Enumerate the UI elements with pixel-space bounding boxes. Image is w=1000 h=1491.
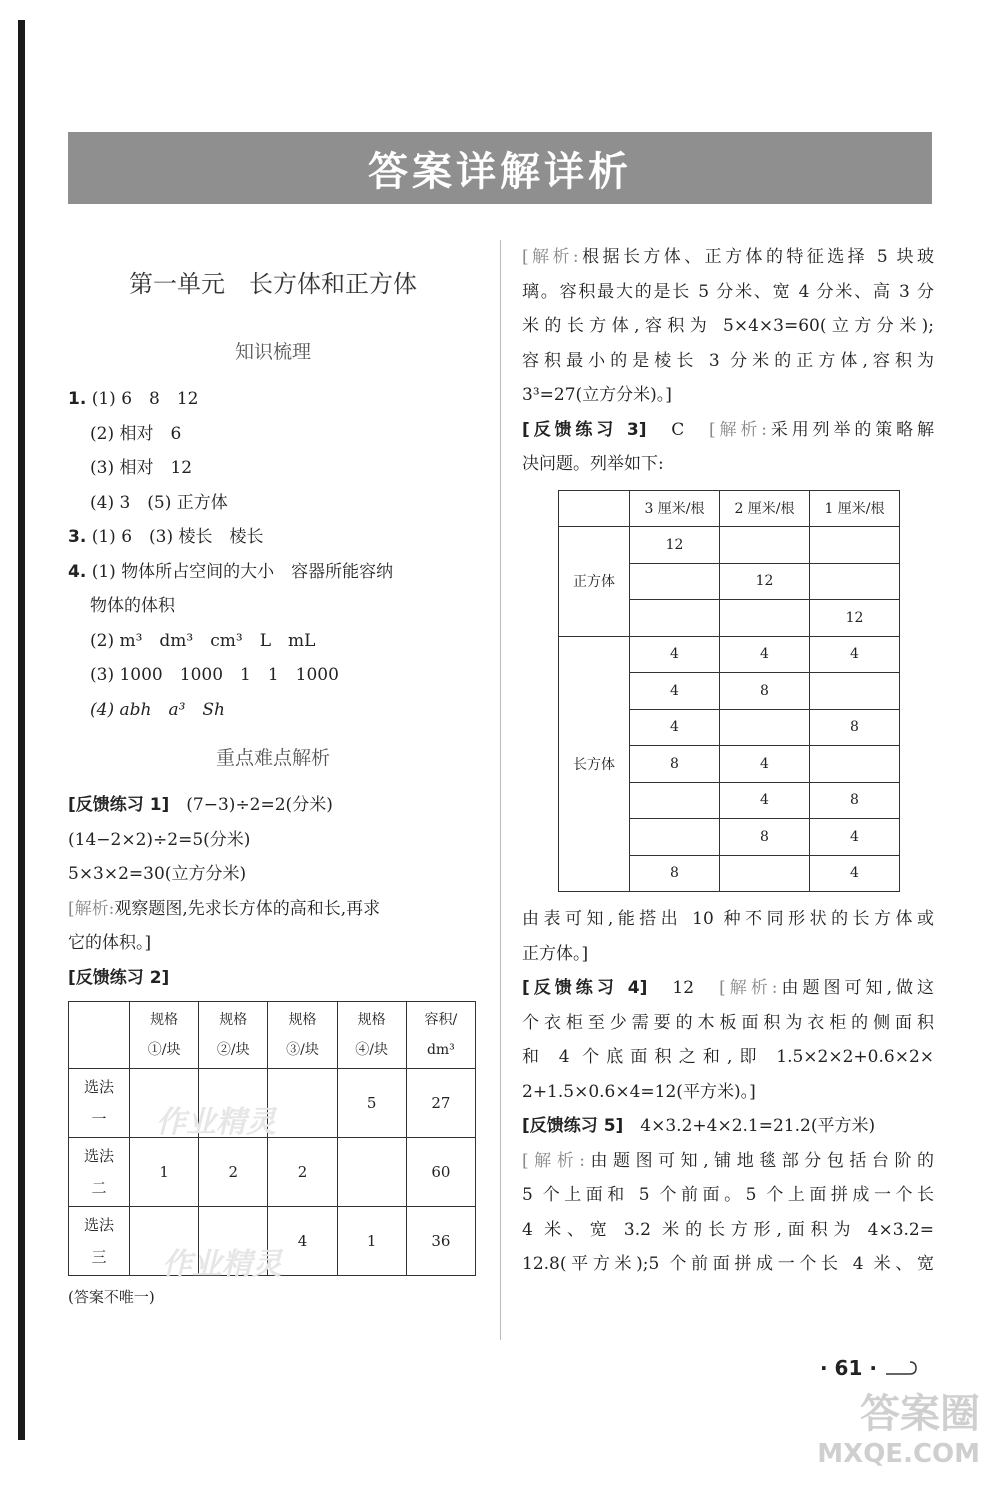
fb5-answer: 4×3.2+4×2.1=21.2(平方米)	[640, 1116, 876, 1136]
table-cell: 8	[720, 673, 810, 710]
fb1-eq-1: (7−3)÷2=2(分米)	[186, 795, 333, 815]
fb4-analysis-line: 和 4 个底面积之和,即 1.5×2×2+0.6×2×	[522, 1047, 934, 1067]
table-cell	[720, 709, 810, 746]
table-cell	[720, 600, 810, 637]
row-label-cell	[69, 1138, 130, 1207]
fb3-line-2: 决问题。列举如下:	[522, 454, 664, 474]
item-text: (1) 物体所占空间的大小 容器所能容纳	[91, 561, 394, 582]
analysis-line: 3³=27(立方分米)。]	[522, 385, 672, 405]
knowledge-line	[68, 382, 478, 417]
item-text: (1) 6 (3) 棱长 棱长	[91, 527, 264, 547]
table-cell: 4	[630, 673, 720, 710]
table-cell	[810, 563, 900, 600]
analysis-label: [解析:	[522, 247, 579, 267]
table-cell	[810, 673, 900, 710]
table-cell	[630, 563, 720, 600]
knowledge-line	[68, 658, 478, 693]
fb5-analysis-line: 5 个上面和 5 个前面。5 个上面拼成一个长	[522, 1185, 934, 1205]
header-top: 规格	[219, 1012, 248, 1028]
table-row	[559, 636, 900, 673]
table-cell	[720, 855, 810, 892]
analysis-line: 米的长方体,容积为 5×4×3=60(立方分米);	[522, 316, 934, 336]
item-number: 4.	[68, 561, 87, 582]
page-curl-icon	[884, 1360, 918, 1380]
corner-watermark	[817, 1382, 980, 1469]
table-header-cell	[199, 1002, 268, 1069]
item-text: (3) 相对 12	[90, 458, 193, 478]
table-cell	[630, 782, 720, 819]
column-divider	[500, 240, 501, 1340]
item-text: (3) 1000 1000 1 1 1000	[90, 665, 339, 685]
watermark-text: 作业精灵	[162, 1247, 282, 1282]
table-cell: 4	[810, 636, 900, 673]
table-cell	[810, 527, 900, 564]
analysis-text: 由题图可知,铺地毯部分包括台阶的	[584, 1150, 934, 1171]
fb1-tag: [反馈练习 1]	[68, 795, 170, 815]
fb1-eq-2: (14−2×2)÷2=5(分米)	[68, 829, 251, 850]
fb1-analysis-1	[68, 892, 478, 927]
row-label-bottom: 二	[91, 1179, 107, 1197]
analysis-label: [解析:	[68, 898, 115, 919]
table-cell: 5	[337, 1069, 406, 1138]
knowledge-line	[68, 589, 478, 624]
table-header-row	[69, 1002, 476, 1069]
unit-title: 第一单元 长方体和正方体	[129, 270, 417, 298]
table-cell: 1	[337, 1207, 406, 1276]
header-top: 容积/	[424, 1012, 458, 1028]
table-header-cell	[268, 1002, 337, 1069]
fb5-tag: [反馈练习 5]	[522, 1116, 624, 1136]
row-label-cell: 正方体	[559, 527, 630, 637]
row-label-top: 选法	[83, 1216, 114, 1234]
knowledge-line	[68, 555, 478, 590]
row-label-cell: 长方体	[559, 636, 630, 892]
header-top: 规格	[357, 1012, 386, 1028]
table-cell: 12	[630, 527, 720, 564]
table-header-cell: 1 厘米/根	[810, 490, 900, 527]
item-text: (4) 3 (5) 正方体	[90, 492, 228, 513]
table-cell: 8	[630, 746, 720, 783]
knowledge-line	[68, 486, 478, 521]
item-number: 3.	[68, 527, 87, 547]
table-header-cell	[337, 1002, 406, 1069]
page-number-text: · 61 ·	[820, 1356, 877, 1380]
analysis-text: 观察题图,先求长方体的高和长,再求	[114, 898, 381, 919]
fb3-tag: [反馈练习 3]	[522, 419, 647, 440]
header-bottom: ③/块	[286, 1042, 319, 1058]
binding-edge	[18, 20, 25, 1440]
table-cell: 4	[810, 819, 900, 856]
title-banner	[68, 132, 932, 204]
table-cell	[630, 600, 720, 637]
fb2-tag: [反馈练习 2]	[68, 967, 170, 988]
analysis-line	[522, 240, 934, 275]
fb3-answer: C	[671, 419, 685, 440]
table-cell: 8	[720, 819, 810, 856]
item-text: (4) abh a³ Sh	[90, 699, 225, 720]
table-cell: 4	[720, 636, 810, 673]
knowledge-line	[68, 693, 478, 728]
fb1-line-1	[68, 788, 478, 823]
section-knowledge-title: 知识梳理	[234, 341, 311, 363]
fb1-eq-3: 5×3×2=30(立方分米)	[68, 864, 247, 884]
analysis-line: 容积最小的是棱长 3 分米的正方体,容积为	[522, 350, 934, 371]
fb4-analysis-line: 个衣柜至少需要的木板面积为衣柜的侧面积	[522, 1012, 934, 1033]
table-cell: 8	[630, 855, 720, 892]
table-cell: 4	[268, 1207, 337, 1276]
watermark-text: 作业精灵	[156, 1105, 276, 1140]
corner-url: MXQE.COM	[817, 1439, 980, 1469]
table-cell: 8	[810, 709, 900, 746]
analysis-label: [解析:	[719, 978, 778, 998]
table-cell: 4	[810, 855, 900, 892]
table-cell	[337, 1138, 406, 1207]
table-cell: 2	[199, 1138, 268, 1207]
table-cell: 12	[720, 563, 810, 600]
table-row	[559, 527, 900, 564]
item-number: 1.	[68, 389, 87, 409]
table-cell: 4	[720, 782, 810, 819]
table-cell: 4	[630, 709, 720, 746]
section-key-title: 重点难点解析	[215, 747, 330, 769]
table-cell: 60	[406, 1138, 475, 1207]
page-number	[820, 1356, 918, 1380]
row-label-cell	[69, 1069, 130, 1138]
item-text: (2) m³ dm³ cm³ L mL	[90, 630, 316, 651]
header-top: 规格	[288, 1012, 317, 1028]
table-cell: 27	[406, 1069, 475, 1138]
table-cell: 36	[406, 1207, 475, 1276]
analysis-line: 璃。容积最大的是长 5 分米、宽 4 分米、高 3 分	[522, 281, 934, 302]
fb3-table	[558, 490, 900, 893]
fb2-table-wrap	[68, 1001, 478, 1282]
analysis-text: 由题图可知,做这	[777, 978, 934, 998]
fb4-tag: [反馈练习 4]	[522, 978, 648, 998]
knowledge-list	[68, 382, 478, 727]
fb1-analysis-2: 它的体积。]	[68, 933, 152, 953]
item-text: (2) 相对 6	[90, 423, 182, 444]
analysis-text: 采用列举的策略解	[767, 419, 935, 440]
table-cell: 2	[268, 1138, 337, 1207]
table-cell	[630, 819, 720, 856]
right-column	[522, 240, 934, 1282]
fb5-analysis-line	[522, 1144, 934, 1179]
header-top: 规格	[150, 1012, 179, 1028]
table-cell: 4	[720, 746, 810, 783]
fb3-conclusion-1: 由表可知,能搭出 10 种不同形状的长方体或	[522, 909, 934, 929]
knowledge-line	[68, 520, 478, 555]
row-label-top: 选法	[83, 1078, 114, 1096]
table-corner-cell	[559, 490, 630, 527]
header-bottom: ①/块	[147, 1042, 181, 1058]
header-bottom: ④/块	[355, 1042, 389, 1058]
analysis-label: [解析:	[709, 419, 768, 440]
left-column	[68, 240, 478, 1315]
row-label-cell	[69, 1207, 130, 1276]
table-header-cell: 2 厘米/根	[720, 490, 810, 527]
fb3-line	[522, 413, 934, 448]
row-label-top: 选法	[83, 1147, 114, 1165]
analysis-label: [解析:	[522, 1150, 585, 1171]
fb2-note: (答案不唯一)	[68, 1288, 155, 1306]
corner-logo: 答案圈	[860, 1391, 980, 1437]
fb4-line	[522, 971, 934, 1006]
knowledge-line	[68, 624, 478, 659]
knowledge-line	[68, 451, 478, 486]
fb5-analysis-line: 4 米、宽 3.2 米的长方形,面积为 4×3.2=	[522, 1219, 934, 1240]
analysis-text: 根据长方体、正方体的特征选择 5 块玻	[578, 247, 934, 267]
table-cell	[268, 1069, 337, 1138]
table-cell	[720, 527, 810, 564]
item-text: 物体的体积	[90, 596, 175, 616]
fb3-conclusion-2: 正方体。]	[522, 943, 589, 964]
banner-title: 答案详解详析	[368, 148, 632, 195]
fb5-analysis-line: 12.8(平方米);5 个前面拼成一个长 4 米、宽	[522, 1254, 934, 1274]
row-label-bottom: 一	[91, 1110, 107, 1128]
table-cell: 1	[130, 1138, 199, 1207]
table-header-cell	[406, 1002, 475, 1069]
fb5-line	[522, 1109, 934, 1144]
item-text: (1) 6 8 12	[91, 389, 199, 409]
table-row	[69, 1138, 476, 1207]
header-bottom: ②/块	[216, 1042, 250, 1058]
table-cell	[810, 746, 900, 783]
table-header-cell: 3 厘米/根	[630, 490, 720, 527]
fb4-analysis-line: 2+1.5×0.6×4=12(平方米)。]	[522, 1081, 756, 1102]
table-cell: 8	[810, 782, 900, 819]
fb4-answer: 12	[672, 978, 695, 998]
table-header-row	[559, 490, 900, 527]
table-corner-cell	[69, 1002, 130, 1069]
row-label-bottom: 三	[91, 1248, 107, 1266]
table-header-cell	[130, 1002, 199, 1069]
table-cell: 12	[810, 600, 900, 637]
header-bottom: dm³	[426, 1042, 455, 1058]
table-cell: 4	[630, 636, 720, 673]
knowledge-line	[68, 417, 478, 452]
